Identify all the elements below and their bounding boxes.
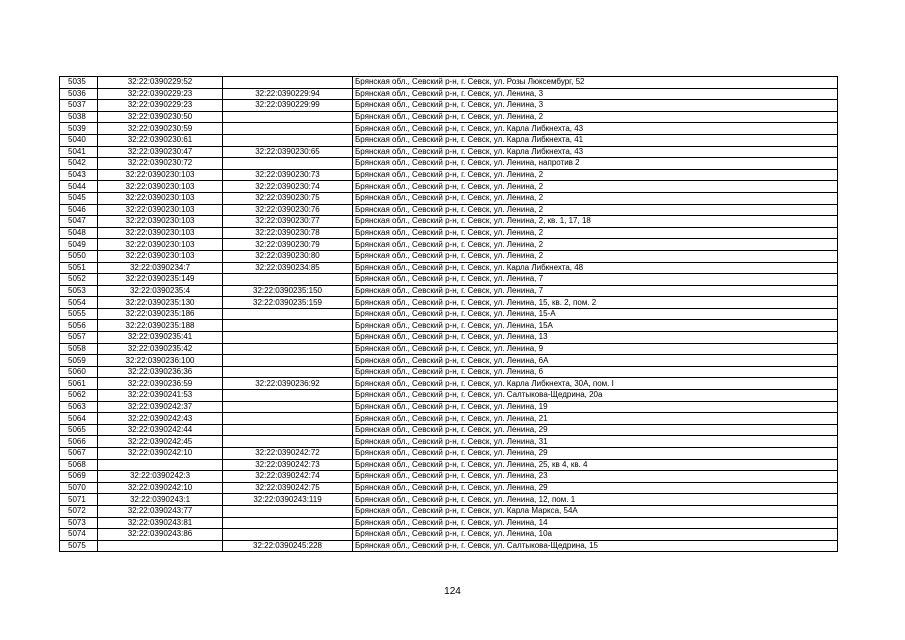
object-cadastral-number-cell [223, 332, 353, 344]
address-cell: Брянская обл., Севский р-н, г. Севск, ул. Ленина, 13 [353, 332, 838, 344]
object-cadastral-number-cell [223, 320, 353, 332]
row-number-cell: 5070 [60, 482, 98, 494]
table-row [60, 192, 838, 204]
row-number-cell: 5040 [60, 134, 98, 146]
address-cell: Брянская обл., Севский р-н, г. Севск, ул. Ленина, 7 [353, 274, 838, 286]
object-cadastral-number-cell: 32:22:0390230:76 [223, 204, 353, 216]
row-number-cell: 5073 [60, 517, 98, 529]
row-number-cell: 5065 [60, 424, 98, 436]
row-number-cell: 5036 [60, 88, 98, 100]
cadastral-number-cell: 32:22:0390230:72 [98, 158, 223, 170]
cadastral-number-cell: 32:22:0390230:103 [98, 181, 223, 193]
table-row [60, 366, 838, 378]
table-row [60, 436, 838, 448]
table-row [60, 111, 838, 123]
object-cadastral-number-cell: 32:22:0390235:159 [223, 297, 353, 309]
cadastral-number-cell: 32:22:0390236:36 [98, 366, 223, 378]
table-row [60, 100, 838, 112]
cadastral-number-cell: 32:22:0390230:103 [98, 250, 223, 262]
address-cell: Брянская обл., Севский р-н, г. Севск, ул. Ленина, 25, кв 4, кв. 4 [353, 459, 838, 471]
address-cell: Брянская обл., Севский р-н, г. Севск, ул. Карла Либкнехта, 41 [353, 134, 838, 146]
cadastral-number-cell: 32:22:0390230:47 [98, 146, 223, 158]
address-cell: Брянская обл., Севский р-н, г. Севск, ул. Ленина, 2 [353, 250, 838, 262]
table-row [60, 297, 838, 309]
table-row [60, 227, 838, 239]
cadastral-number-cell: 32:22:0390236:100 [98, 355, 223, 367]
cadastral-number-cell: 32:22:0390236:59 [98, 378, 223, 390]
address-cell: Брянская обл., Севский р-н, г. Севск, ул. Ленина, 2 [353, 227, 838, 239]
cadastral-number-cell: 32:22:0390235:4 [98, 285, 223, 297]
address-cell: Брянская обл., Севский р-н, г. Севск, ул. Ленина, 3 [353, 100, 838, 112]
row-number-cell: 5063 [60, 401, 98, 413]
object-cadastral-number-cell [223, 111, 353, 123]
address-cell: Брянская обл., Севский р-н, г. Севск, ул. Салтыкова-Щедрина, 20а [353, 390, 838, 402]
object-cadastral-number-cell [223, 77, 353, 89]
address-cell: Брянская обл., Севский р-н, г. Севск, ул. Ленина, 19 [353, 401, 838, 413]
object-cadastral-number-cell: 32:22:0390234:85 [223, 262, 353, 274]
row-number-cell: 5042 [60, 158, 98, 170]
address-cell: Брянская обл., Севский р-н, г. Севск, ул. Ленина, напротив 2 [353, 158, 838, 170]
object-cadastral-number-cell [223, 401, 353, 413]
row-number-cell: 5051 [60, 262, 98, 274]
cadastral-number-cell: 32:22:0390230:103 [98, 192, 223, 204]
cadastral-number-cell: 32:22:0390242:43 [98, 413, 223, 425]
table-row [60, 517, 838, 529]
object-cadastral-number-cell: 32:22:0390230:77 [223, 216, 353, 228]
table-row [60, 343, 838, 355]
address-cell: Брянская обл., Севский р-н, г. Севск, ул. Ленина, 10а [353, 529, 838, 541]
table-row [60, 262, 838, 274]
cadastral-number-cell: 32:22:0390242:37 [98, 401, 223, 413]
cadastral-number-cell: 32:22:0390229:23 [98, 100, 223, 112]
table-row [60, 274, 838, 286]
cadastral-number-cell: 32:22:0390230:59 [98, 123, 223, 135]
row-number-cell: 5060 [60, 366, 98, 378]
cadastral-number-cell: 32:22:0390243:86 [98, 529, 223, 541]
row-number-cell: 5043 [60, 169, 98, 181]
cadastral-number-cell: 32:22:0390242:44 [98, 424, 223, 436]
object-cadastral-number-cell: 32:22:0390242:75 [223, 482, 353, 494]
address-cell: Брянская обл., Севский р-н, г. Севск, ул. Карла Либкнехта, 43 [353, 123, 838, 135]
object-cadastral-number-cell: 32:22:0390230:65 [223, 146, 353, 158]
table-row [60, 181, 838, 193]
table-row [60, 482, 838, 494]
table-row [60, 448, 838, 460]
row-number-cell: 5069 [60, 471, 98, 483]
object-cadastral-number-cell [223, 366, 353, 378]
row-number-cell: 5044 [60, 181, 98, 193]
cadastral-number-cell: 32:22:0390235:149 [98, 274, 223, 286]
object-cadastral-number-cell: 32:22:0390230:78 [223, 227, 353, 239]
object-cadastral-number-cell [223, 390, 353, 402]
address-cell: Брянская обл., Севский р-н, г. Севск, ул. Розы Люксембург, 52 [353, 77, 838, 89]
object-cadastral-number-cell: 32:22:0390230:74 [223, 181, 353, 193]
row-number-cell: 5052 [60, 274, 98, 286]
table-row [60, 216, 838, 228]
table-row [60, 158, 838, 170]
row-number-cell: 5067 [60, 448, 98, 460]
table-row [60, 134, 838, 146]
table-row [60, 308, 838, 320]
object-cadastral-number-cell: 32:22:0390229:99 [223, 100, 353, 112]
table-row [60, 123, 838, 135]
row-number-cell: 5071 [60, 494, 98, 506]
address-cell: Брянская обл., Севский р-н, г. Севск, ул. Карла Либкнехта, 48 [353, 262, 838, 274]
address-cell: Брянская обл., Севский р-н, г. Севск, ул. Ленина, 7 [353, 285, 838, 297]
table-row [60, 355, 838, 367]
address-cell: Брянская обл., Севский р-н, г. Севск, ул. Ленина, 23 [353, 471, 838, 483]
address-cell: Брянская обл., Севский р-н, г. Севск, ул. Ленина, 3 [353, 88, 838, 100]
table-row [60, 250, 838, 262]
table-row [60, 77, 838, 89]
address-cell: Брянская обл., Севский р-н, г. Севск, ул. Ленина, 2 [353, 192, 838, 204]
table-row [60, 378, 838, 390]
object-cadastral-number-cell: 32:22:0390243:119 [223, 494, 353, 506]
cadastral-number-cell: 32:22:0390242:10 [98, 448, 223, 460]
object-cadastral-number-cell: 32:22:0390245:228 [223, 540, 353, 552]
address-cell: Брянская обл., Севский р-н, г. Севск, ул. Ленина, 2 [353, 111, 838, 123]
address-cell: Брянская обл., Севский р-н, г. Севск, ул. Ленина, 14 [353, 517, 838, 529]
row-number-cell: 5038 [60, 111, 98, 123]
object-cadastral-number-cell: 32:22:0390236:92 [223, 378, 353, 390]
address-cell: Брянская обл., Севский р-н, г. Севск, ул. Ленина, 2 [353, 204, 838, 216]
object-cadastral-number-cell: 32:22:0390242:73 [223, 459, 353, 471]
row-number-cell: 5046 [60, 204, 98, 216]
address-cell: Брянская обл., Севский р-н, г. Севск, ул. Ленина, 29 [353, 424, 838, 436]
cadastral-number-cell: 32:22:0390242:3 [98, 471, 223, 483]
object-cadastral-number-cell [223, 343, 353, 355]
row-number-cell: 5056 [60, 320, 98, 332]
address-cell: Брянская обл., Севский р-н, г. Севск, ул. Ленина, 2 [353, 169, 838, 181]
row-number-cell: 5074 [60, 529, 98, 541]
address-cell: Брянская обл., Севский р-н, г. Севск, ул. Ленина, 15-А [353, 308, 838, 320]
cadastral-number-cell: 32:22:0390230:103 [98, 227, 223, 239]
address-cell: Брянская обл., Севский р-н, г. Севск, ул. Карла Либкнехта, 43 [353, 146, 838, 158]
table-row [60, 320, 838, 332]
row-number-cell: 5059 [60, 355, 98, 367]
cadastral-number-cell: 32:22:0390230:50 [98, 111, 223, 123]
object-cadastral-number-cell: 32:22:0390242:74 [223, 471, 353, 483]
cadastral-number-cell: 32:22:0390242:45 [98, 436, 223, 448]
object-cadastral-number-cell: 32:22:0390230:75 [223, 192, 353, 204]
cadastral-number-cell [98, 540, 223, 552]
row-number-cell: 5053 [60, 285, 98, 297]
table-row [60, 459, 838, 471]
address-cell: Брянская обл., Севский р-н, г. Севск, ул. Ленина, 15А [353, 320, 838, 332]
row-number-cell: 5041 [60, 146, 98, 158]
page-number: 124 [444, 586, 461, 597]
table-row [60, 540, 838, 552]
cadastral-number-cell: 32:22:0390229:52 [98, 77, 223, 89]
table-row [60, 401, 838, 413]
object-cadastral-number-cell [223, 436, 353, 448]
object-cadastral-number-cell [223, 424, 353, 436]
object-cadastral-number-cell [223, 355, 353, 367]
table-row [60, 471, 838, 483]
object-cadastral-number-cell [223, 413, 353, 425]
cadastral-number-cell: 32:22:0390230:103 [98, 169, 223, 181]
address-cell: Брянская обл., Севский р-н, г. Севск, ул. Ленина, 2 [353, 239, 838, 251]
cadastral-number-cell: 32:22:0390235:130 [98, 297, 223, 309]
row-number-cell: 5037 [60, 100, 98, 112]
address-cell: Брянская обл., Севский р-н, г. Севск, ул. Ленина, 12, пом. 1 [353, 494, 838, 506]
row-number-cell: 5061 [60, 378, 98, 390]
object-cadastral-number-cell [223, 274, 353, 286]
row-number-cell: 5045 [60, 192, 98, 204]
row-number-cell: 5039 [60, 123, 98, 135]
row-number-cell: 5048 [60, 227, 98, 239]
address-cell: Брянская обл., Севский р-н, г. Севск, ул. Карла Маркса, 54А [353, 505, 838, 517]
row-number-cell: 5062 [60, 390, 98, 402]
row-number-cell: 5057 [60, 332, 98, 344]
address-cell: Брянская обл., Севский р-н, г. Севск, ул. Ленина, 21 [353, 413, 838, 425]
table-row [60, 146, 838, 158]
object-cadastral-number-cell: 32:22:0390230:80 [223, 250, 353, 262]
table-row [60, 332, 838, 344]
address-cell: Брянская обл., Севский р-н, г. Севск, ул. Ленина, 29 [353, 482, 838, 494]
table-row [60, 88, 838, 100]
row-number-cell: 5075 [60, 540, 98, 552]
row-number-cell: 5072 [60, 505, 98, 517]
address-cell: Брянская обл., Севский р-н, г. Севск, ул. Ленина, 15, кв. 2, пом. 2 [353, 297, 838, 309]
cadastral-number-cell: 32:22:0390242:10 [98, 482, 223, 494]
cadastral-number-cell: 32:22:0390230:103 [98, 216, 223, 228]
cadastral-number-cell: 32:22:0390230:103 [98, 204, 223, 216]
address-cell: Брянская обл., Севский р-н, г. Севск, ул. Карла Либкнехта, 30А, пом. I [353, 378, 838, 390]
address-cell: Брянская обл., Севский р-н, г. Севск, ул. Ленина, 2, кв. 1, 17, 18 [353, 216, 838, 228]
cadastral-number-cell: 32:22:0390235:41 [98, 332, 223, 344]
cadastral-number-cell [98, 459, 223, 471]
address-cell: Брянская обл., Севский р-н, г. Севск, ул. Салтыкова-Щедрина, 15 [353, 540, 838, 552]
cadastral-number-cell: 32:22:0390230:103 [98, 239, 223, 251]
cadastral-number-cell: 32:22:0390243:77 [98, 505, 223, 517]
table-row [60, 505, 838, 517]
object-cadastral-number-cell: 32:22:0390230:79 [223, 239, 353, 251]
object-cadastral-number-cell [223, 134, 353, 146]
object-cadastral-number-cell [223, 529, 353, 541]
row-number-cell: 5058 [60, 343, 98, 355]
table-row [60, 239, 838, 251]
row-number-cell: 5064 [60, 413, 98, 425]
address-cell: Брянская обл., Севский р-н, г. Севск, ул. Ленина, 29 [353, 448, 838, 460]
object-cadastral-number-cell: 32:22:0390235:150 [223, 285, 353, 297]
address-cell: Брянская обл., Севский р-н, г. Севск, ул. Ленина, 9 [353, 343, 838, 355]
table-row [60, 169, 838, 181]
cadastral-number-cell: 32:22:0390230:61 [98, 134, 223, 146]
address-cell: Брянская обл., Севский р-н, г. Севск, ул. Ленина, 6А [353, 355, 838, 367]
object-cadastral-number-cell: 32:22:0390230:73 [223, 169, 353, 181]
object-cadastral-number-cell [223, 517, 353, 529]
object-cadastral-number-cell: 32:22:0390229:94 [223, 88, 353, 100]
row-number-cell: 5068 [60, 459, 98, 471]
object-cadastral-number-cell [223, 123, 353, 135]
row-number-cell: 5047 [60, 216, 98, 228]
table-row [60, 204, 838, 216]
address-cell: Брянская обл., Севский р-н, г. Севск, ул. Ленина, 6 [353, 366, 838, 378]
table-row [60, 529, 838, 541]
row-number-cell: 5066 [60, 436, 98, 448]
row-number-cell: 5049 [60, 239, 98, 251]
row-number-cell: 5050 [60, 250, 98, 262]
object-cadastral-number-cell [223, 308, 353, 320]
object-cadastral-number-cell [223, 505, 353, 517]
row-number-cell: 5055 [60, 308, 98, 320]
table-body [60, 77, 838, 552]
table-row [60, 285, 838, 297]
row-number-cell: 5054 [60, 297, 98, 309]
cadastral-number-cell: 32:22:0390243:1 [98, 494, 223, 506]
cadastral-number-cell: 32:22:0390243:81 [98, 517, 223, 529]
cadastral-number-cell: 32:22:0390241:53 [98, 390, 223, 402]
address-cell: Брянская обл., Севский р-н, г. Севск, ул. Ленина, 2 [353, 181, 838, 193]
object-cadastral-number-cell [223, 158, 353, 170]
cadastral-number-cell: 32:22:0390235:188 [98, 320, 223, 332]
table-row [60, 413, 838, 425]
cadastral-number-cell: 32:22:0390234:7 [98, 262, 223, 274]
table-row [60, 390, 838, 402]
object-cadastral-number-cell: 32:22:0390242:72 [223, 448, 353, 460]
cadastral-number-cell: 32:22:0390229:23 [98, 88, 223, 100]
property-table [59, 76, 838, 552]
table-row [60, 424, 838, 436]
row-number-cell: 5035 [60, 77, 98, 89]
cadastral-number-cell: 32:22:0390235:42 [98, 343, 223, 355]
cadastral-number-cell: 32:22:0390235:186 [98, 308, 223, 320]
address-cell: Брянская обл., Севский р-н, г. Севск, ул. Ленина, 31 [353, 436, 838, 448]
table-row [60, 494, 838, 506]
